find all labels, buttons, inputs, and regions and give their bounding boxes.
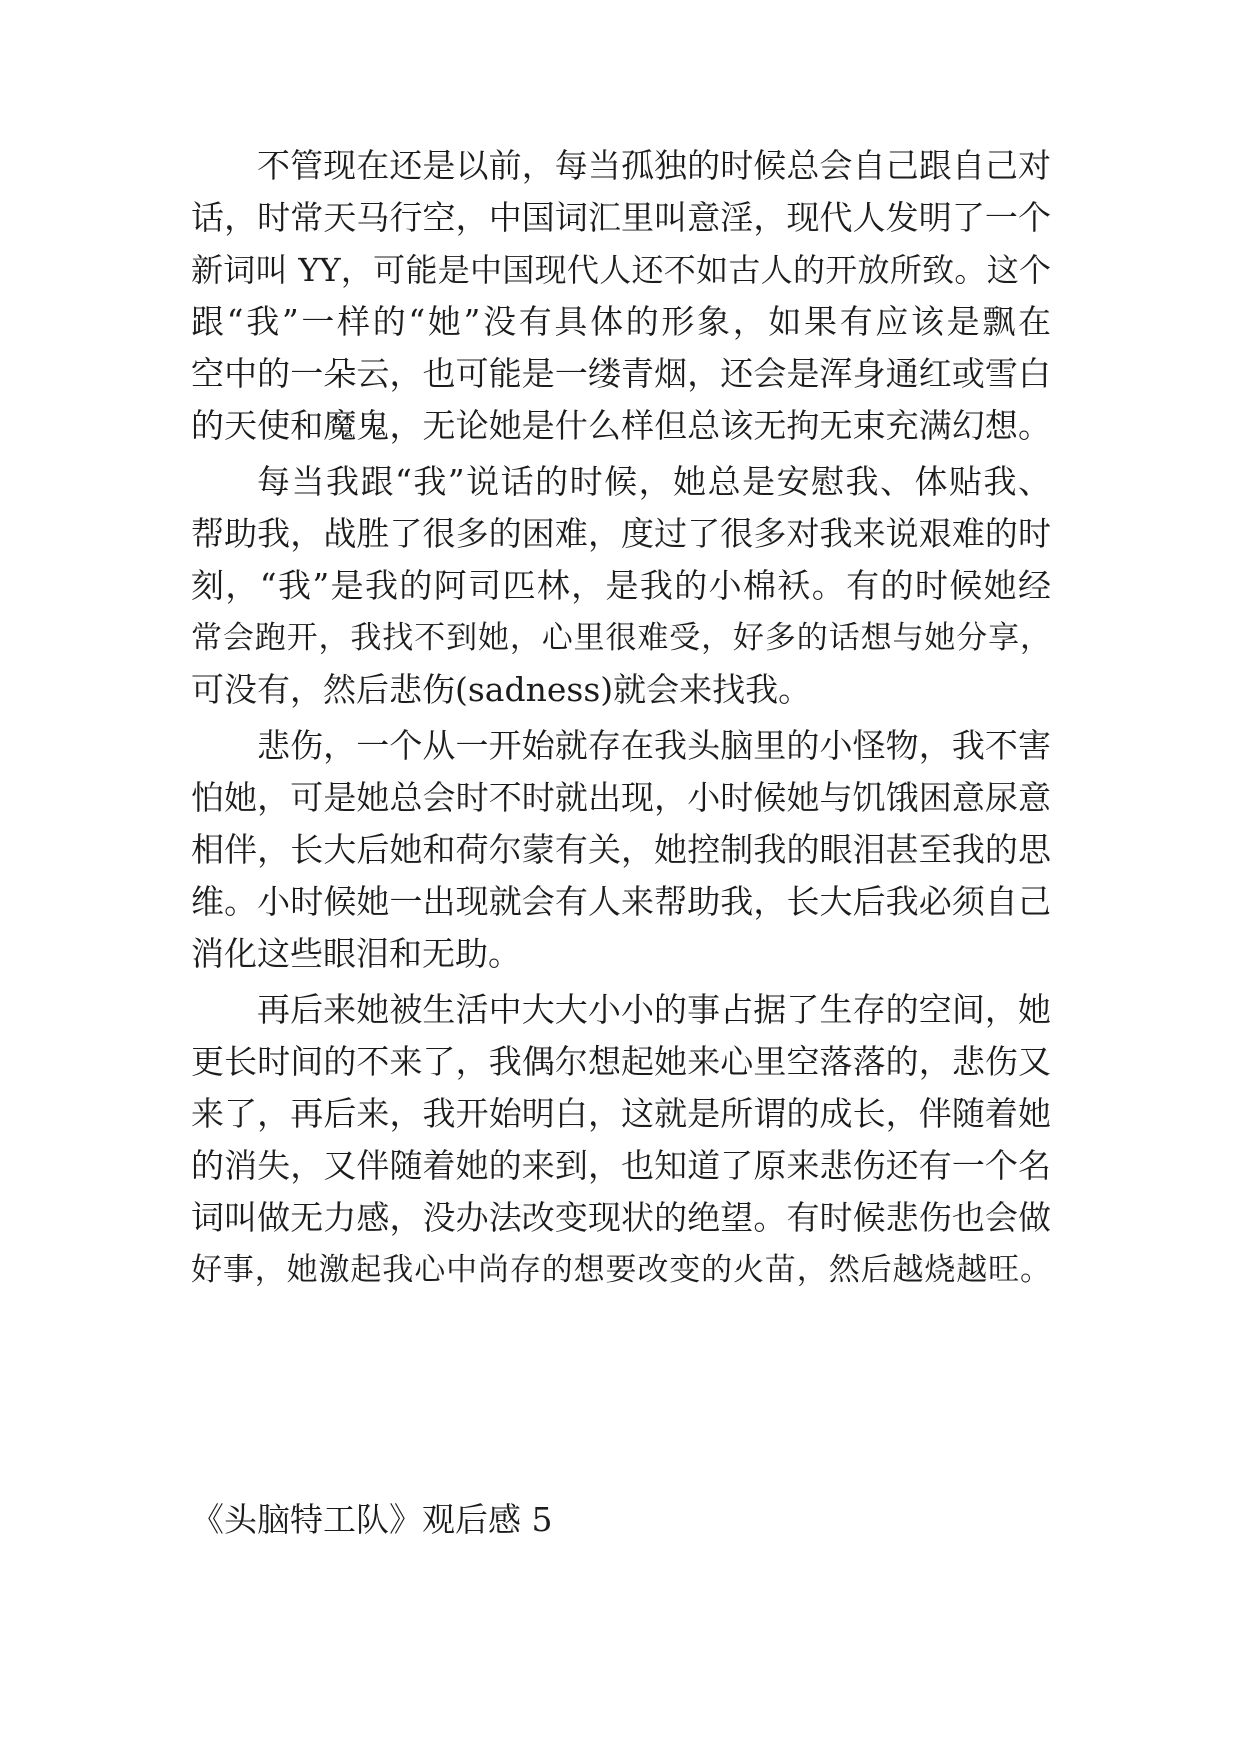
text-line: 每当我跟“我”说话的时候，她总是安慰我、体贴我、 [257, 462, 1051, 501]
text-line: 消化这些眼泪和无助。 [191, 934, 521, 973]
text-line: 可没有，然后悲伤(sadness)就会来找我。 [191, 670, 812, 709]
text-line: 空中的一朵云，也可能是一缕青烟，还会是浑身通红或雪白 [191, 354, 1051, 393]
text-line: 怕她，可是她总会时不时就出现，小时候她与饥饿困意尿意 [191, 778, 1051, 817]
text-line: 维。小时候她一出现就会有人来帮助我，长大后我必须自己 [191, 882, 1051, 921]
text-line: 的消失，又伴随着她的来到，也知道了原来悲伤还有一个名 [191, 1146, 1051, 1185]
text-line: 好事，她激起我心中尚存的想要改变的火苗，然后越烧越旺。 [191, 1252, 1051, 1288]
text-line: 更长时间的不来了，我偶尔想起她来心里空落落的，悲伤又 [191, 1042, 1051, 1081]
text-line: 的天使和魔鬼，无论她是什么样但总该无拘无束充满幻想。 [191, 406, 1051, 445]
text-line: 话，时常天马行空，中国词汇里叫意淫，现代人发明了一个 [191, 198, 1051, 237]
text-line: 刻，“我”是我的阿司匹林，是我的小棉袄。有的时候她经 [191, 566, 1051, 605]
section-heading: 《头脑特工队》观后感 5 [191, 1500, 553, 1539]
text-line: 帮助我，战胜了很多的困难，度过了很多对我来说艰难的时 [191, 514, 1051, 553]
text-line: 悲伤，一个从一开始就存在我头脑里的小怪物，我不害 [257, 726, 1051, 765]
text-line: 新词叫 YY，可能是中国现代人还不如古人的开放所致。这个 [191, 251, 1051, 289]
text-line: 再后来她被生活中大大小小的事占据了生存的空间，她 [257, 990, 1051, 1029]
text-line: 不管现在还是以前，每当孤独的时候总会自己跟自己对 [257, 146, 1051, 185]
text-line: 词叫做无力感，没办法改变现状的绝望。有时候悲伤也会做 [191, 1198, 1051, 1237]
text-line: 相伴，长大后她和荷尔蒙有关，她控制我的眼泪甚至我的思 [191, 830, 1051, 869]
text-line: 跟“我”一样的“她”没有具体的形象，如果有应该是飘在 [191, 302, 1051, 341]
text-line: 来了，再后来，我开始明白，这就是所谓的成长，伴随着她 [191, 1094, 1051, 1133]
text-line: 常会跑开，我找不到她，心里很难受，好多的话想与她分享， [191, 620, 1051, 656]
